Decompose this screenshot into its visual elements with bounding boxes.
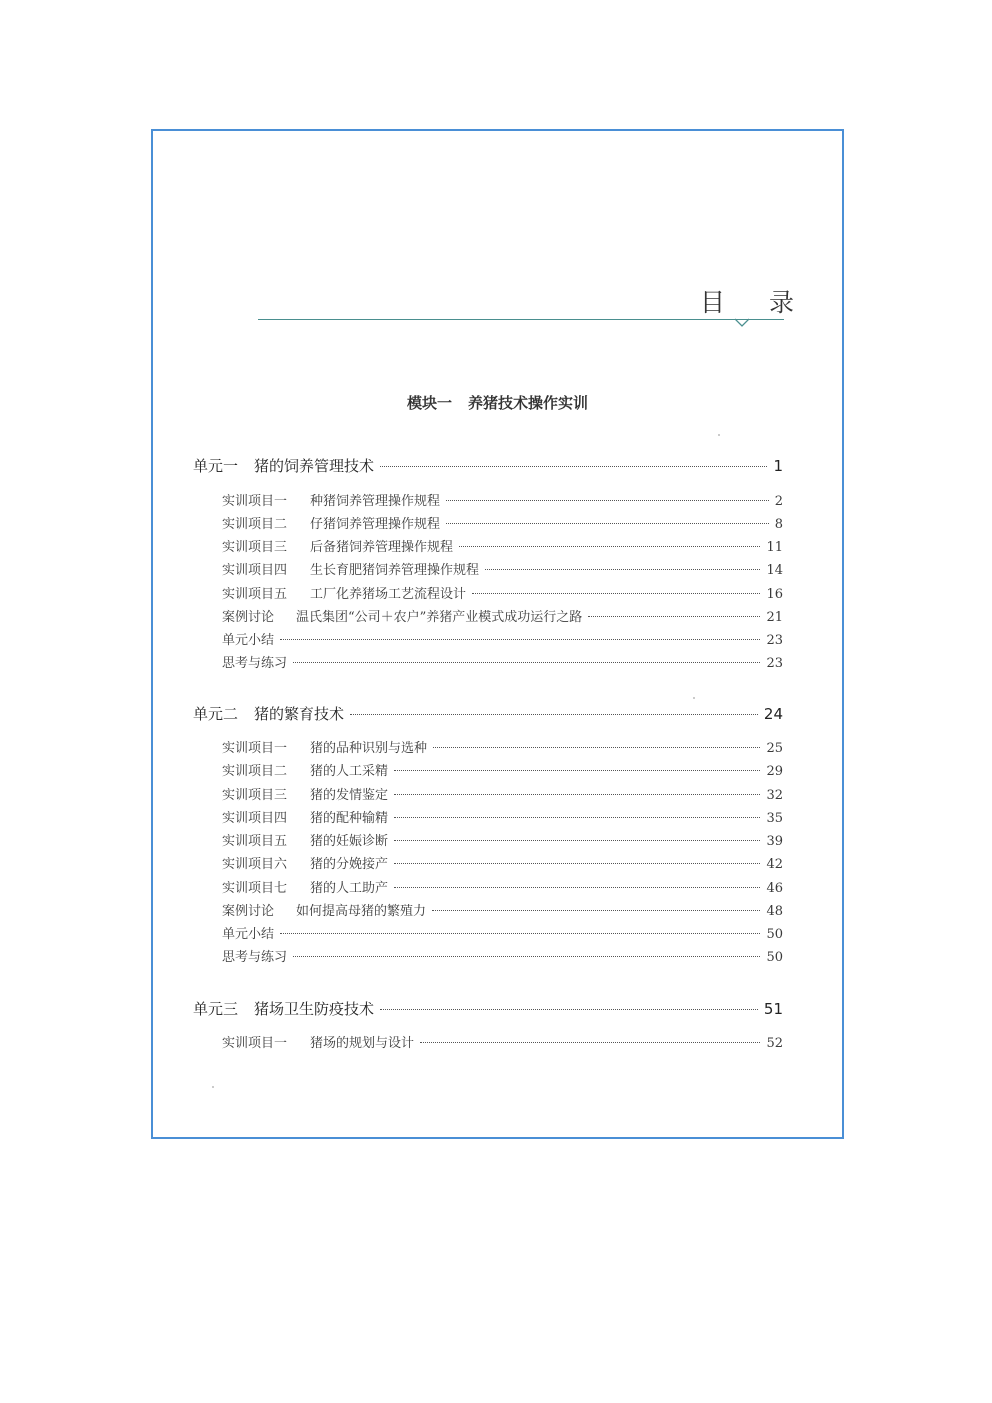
dot-leader	[433, 747, 760, 748]
item-title: 温氏集团“公司＋农户”养猪产业模式成功运行之路	[296, 610, 583, 625]
toc-item[interactable]	[222, 1032, 783, 1051]
page-number: 50	[766, 927, 783, 942]
item-number: 实训项目七	[222, 881, 288, 896]
item-title: 后备猪饲养管理操作规程	[310, 540, 454, 555]
dot-leader	[293, 662, 760, 663]
page-number: 50	[766, 950, 783, 965]
page-number: 24	[763, 705, 783, 723]
toc-item[interactable]	[222, 559, 783, 578]
page-number: 14	[766, 563, 783, 578]
dot-leader	[459, 546, 760, 547]
page-number: 51	[763, 1000, 783, 1018]
module-number: 模块一	[406, 394, 452, 412]
toc-item[interactable]	[222, 784, 783, 803]
item-number: 案例讨论	[222, 904, 275, 919]
item-title: 仔猪饲养管理操作规程	[310, 517, 441, 532]
toc-item[interactable]	[222, 490, 783, 509]
item-title: 如何提高母猪的繁殖力	[296, 904, 427, 919]
module-title: 养猪技术操作实训	[468, 394, 589, 412]
dot-leader	[446, 500, 769, 501]
unit-number: 单元三	[193, 1000, 239, 1018]
item-number: 案例讨论	[222, 610, 275, 625]
page-number: 11	[766, 540, 783, 555]
dot-leader	[280, 639, 760, 640]
page-number: 46	[766, 881, 783, 896]
item-number: 实训项目一	[222, 494, 288, 509]
item-title: 猪场的规划与设计	[310, 1036, 415, 1051]
page-number: 25	[766, 741, 783, 756]
page-number: 42	[766, 857, 783, 872]
item-title: 生长育肥猪饲养管理操作规程	[310, 563, 480, 578]
page-number: 23	[766, 633, 783, 648]
toc-unit-2[interactable]	[193, 703, 783, 724]
item-number: 实训项目二	[222, 764, 288, 779]
toc-item-exercises[interactable]	[222, 946, 783, 965]
item-title: 猪的配种输精	[310, 811, 389, 826]
item-title: 工厂化养猪场工艺流程设计	[310, 587, 467, 602]
item-title: 猪的妊娠诊断	[310, 834, 389, 849]
page-number: 39	[766, 834, 783, 849]
dot-leader	[432, 910, 760, 911]
item-number: 实训项目二	[222, 517, 288, 532]
page-number: 52	[766, 1036, 783, 1051]
page-number: 32	[766, 788, 783, 803]
toc-item-case[interactable]	[222, 606, 783, 625]
item-number: 思考与练习	[222, 656, 288, 671]
toc-item-case[interactable]	[222, 900, 783, 919]
item-title: 猪的发情鉴定	[310, 788, 389, 803]
item-number: 单元小结	[222, 633, 275, 648]
toc-item[interactable]	[222, 513, 783, 532]
item-title: 种猪饲养管理操作规程	[310, 494, 441, 509]
scan-speck	[693, 697, 695, 699]
toc-item[interactable]	[222, 830, 783, 849]
page-number: 35	[766, 811, 783, 826]
module-heading	[151, 392, 844, 413]
item-number: 实训项目六	[222, 857, 288, 872]
page-number: 21	[766, 610, 783, 625]
dot-leader	[394, 863, 760, 864]
toc-item[interactable]	[222, 536, 783, 555]
dot-leader	[380, 1009, 758, 1010]
dot-leader	[280, 933, 760, 934]
unit-number: 单元一	[193, 457, 239, 475]
item-number: 实训项目一	[222, 1036, 288, 1051]
title-rule-notch	[735, 318, 749, 327]
toc-item[interactable]	[222, 877, 783, 896]
item-number: 实训项目三	[222, 540, 288, 555]
toc-item-summary[interactable]	[222, 923, 783, 942]
unit-title: 猪的饲养管理技术	[254, 457, 375, 475]
dot-leader	[394, 887, 760, 888]
dot-leader	[485, 569, 760, 570]
item-title: 猪的品种识别与选种	[310, 741, 428, 756]
toc-item[interactable]	[222, 737, 783, 756]
dot-leader	[394, 794, 760, 795]
unit-number: 单元二	[193, 705, 239, 723]
page-number: 23	[766, 656, 783, 671]
scan-speck	[718, 434, 720, 436]
toc-item[interactable]	[222, 853, 783, 872]
item-number: 实训项目三	[222, 788, 288, 803]
title-rule	[258, 319, 784, 320]
toc-unit-1[interactable]	[193, 455, 783, 476]
item-number: 实训项目五	[222, 587, 288, 602]
toc-title: 目 录	[700, 288, 812, 317]
dot-leader	[446, 523, 769, 524]
item-number: 单元小结	[222, 927, 275, 942]
dot-leader	[588, 616, 760, 617]
dot-leader	[394, 817, 760, 818]
toc-item[interactable]	[222, 807, 783, 826]
item-title: 猪的人工采精	[310, 764, 389, 779]
item-number: 思考与练习	[222, 950, 288, 965]
dot-leader	[420, 1042, 760, 1043]
page-number: 29	[766, 764, 783, 779]
item-number: 实训项目四	[222, 811, 288, 826]
unit-title: 猪的繁育技术	[254, 705, 345, 723]
dot-leader	[394, 770, 760, 771]
page-number: 48	[766, 904, 783, 919]
item-title: 猪的人工助产	[310, 881, 389, 896]
dot-leader	[350, 714, 758, 715]
item-title: 猪的分娩接产	[310, 857, 389, 872]
dot-leader	[472, 593, 760, 594]
toc-item[interactable]	[222, 583, 783, 602]
scan-speck	[212, 1086, 214, 1088]
toc-unit-3[interactable]	[193, 998, 783, 1019]
unit-title: 猪场卫生防疫技术	[254, 1000, 375, 1018]
toc-item-summary[interactable]	[222, 629, 783, 648]
page-number: 1	[773, 457, 783, 475]
toc-item-exercises[interactable]	[222, 652, 783, 671]
page-number: 8	[774, 517, 783, 532]
item-number: 实训项目五	[222, 834, 288, 849]
item-number: 实训项目一	[222, 741, 288, 756]
dot-leader	[293, 956, 760, 957]
page-number: 2	[774, 494, 783, 509]
page-number: 16	[766, 587, 783, 602]
item-number: 实训项目四	[222, 563, 288, 578]
dot-leader	[394, 840, 760, 841]
dot-leader	[380, 466, 767, 467]
toc-item[interactable]	[222, 760, 783, 779]
